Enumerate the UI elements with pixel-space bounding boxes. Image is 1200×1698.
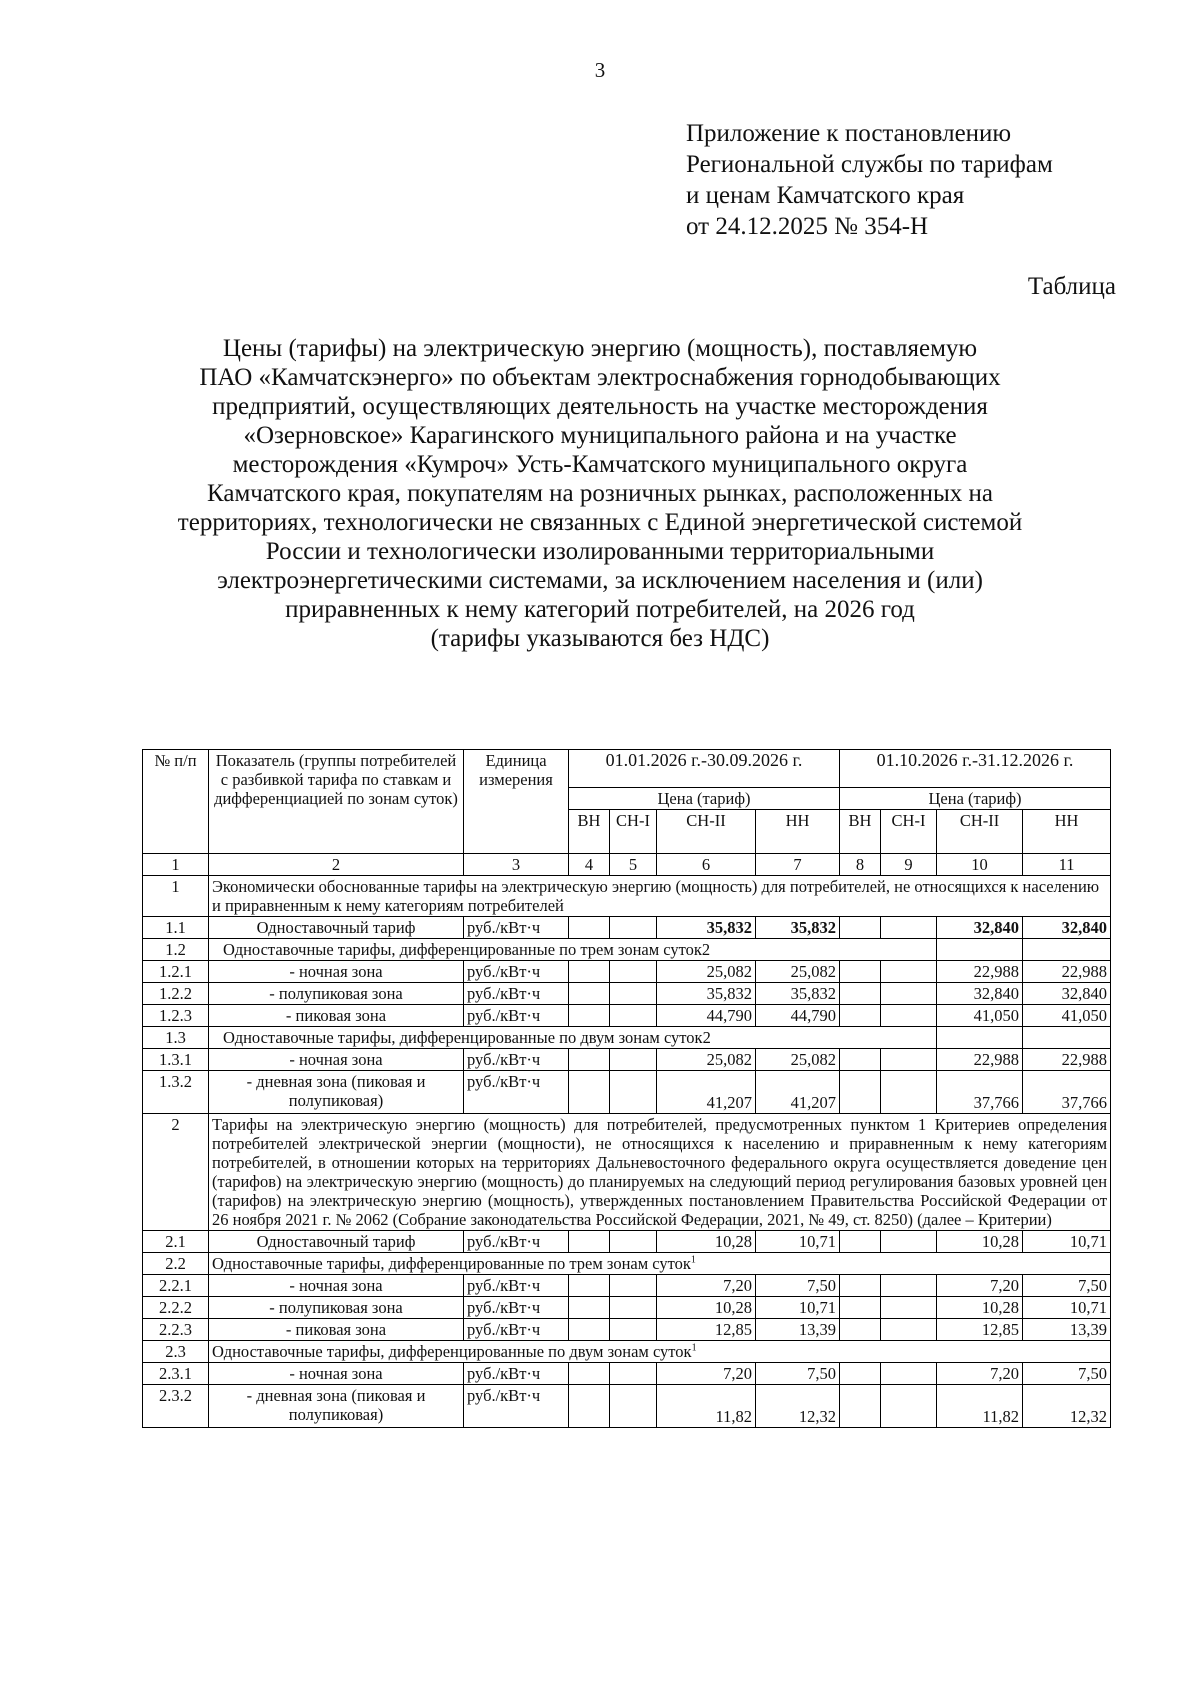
- cell-value: 41,207: [756, 1071, 840, 1114]
- cell-value: 25,082: [756, 961, 840, 983]
- table-row: [143, 1385, 1111, 1428]
- heading-line: территориях, технологически не связанных с Единой энергетической системой: [177, 509, 1023, 536]
- cell-empty: [840, 961, 881, 983]
- cell-empty: [937, 1027, 1023, 1049]
- cell-empty: [881, 1231, 937, 1253]
- cell-empty: [840, 1071, 881, 1114]
- cell-empty: [840, 1231, 881, 1253]
- cell-empty: [840, 1005, 881, 1027]
- subgroup-row: [143, 1027, 1111, 1049]
- row-num: 1.3.1: [143, 1049, 209, 1071]
- row-num: 2.2.1: [143, 1275, 209, 1297]
- cell-value: 7,20: [657, 1275, 756, 1297]
- table-row: [143, 1363, 1111, 1385]
- cell-value: 7,20: [937, 1275, 1023, 1297]
- subgroup-title: Одноставочные тарифы, дифференцированные по трем зонам суток2: [209, 939, 937, 961]
- cell-value: 32,840: [1023, 983, 1111, 1005]
- subgroup-row: [143, 1253, 1111, 1275]
- cell-value: 41,050: [937, 1005, 1023, 1027]
- header-price-1: Цена (тариф): [569, 788, 840, 810]
- cell-value: 37,766: [937, 1071, 1023, 1114]
- cell-empty: [610, 961, 657, 983]
- cell-empty: [610, 1005, 657, 1027]
- row-unit: руб./кВт·ч: [464, 961, 569, 983]
- column-number: 5: [610, 854, 657, 876]
- header-level-sn2: СН-II: [937, 810, 1023, 854]
- annex-block: [686, 118, 1053, 242]
- heading-line: электроэнергетическими системами, за исключением населения и (или): [217, 567, 983, 594]
- annex-line: Приложение к постановлению: [686, 120, 1012, 147]
- table-row: [143, 1275, 1111, 1297]
- cell-empty: [840, 917, 881, 939]
- row-name: - полупиковая зона: [209, 983, 464, 1005]
- row-name: - ночная зона: [209, 1363, 464, 1385]
- cell-empty: [610, 983, 657, 1005]
- annex-line: Региональной службы по тарифам: [686, 151, 1053, 178]
- cell-value: 22,988: [937, 1049, 1023, 1071]
- cell-value: 32,840: [937, 917, 1023, 939]
- column-number: 3: [464, 854, 569, 876]
- header-level-sn1: СН-I: [610, 810, 657, 854]
- cell-value: 37,766: [1023, 1071, 1111, 1114]
- row-name: - пиковая зона: [209, 1319, 464, 1341]
- cell-value: 44,790: [657, 1005, 756, 1027]
- cell-value: 11,82: [657, 1385, 756, 1428]
- row-num: 2.2.2: [143, 1297, 209, 1319]
- heading-line: (тарифы указываются без НДС): [430, 625, 770, 652]
- cell-value: 13,39: [756, 1319, 840, 1341]
- header-level-sn1: СН-I: [881, 810, 937, 854]
- cell-value: 22,988: [1023, 1049, 1111, 1071]
- cell-empty: [610, 1049, 657, 1071]
- cell-empty: [569, 1005, 610, 1027]
- heading-line: Камчатского края, покупателям на розничных рынках, расположенных на: [207, 480, 993, 507]
- column-number: 2: [209, 854, 464, 876]
- table-row: [143, 983, 1111, 1005]
- table-row: [143, 1005, 1111, 1027]
- annex-line: и ценам Камчатского края: [686, 182, 965, 209]
- subgroup-row: [143, 1341, 1111, 1363]
- cell-empty: [840, 1385, 881, 1428]
- row-name: - дневная зона (пиковая и полупиковая): [209, 1071, 464, 1114]
- cell-empty: [881, 917, 937, 939]
- heading-line: месторождения «Кумроч» Усть-Камчатского муниципального округа: [232, 451, 968, 478]
- row-name: - ночная зона: [209, 961, 464, 983]
- cell-empty: [610, 1071, 657, 1114]
- cell-empty: [569, 1363, 610, 1385]
- subgroup-num: 1.2: [143, 939, 209, 961]
- cell-value: 25,082: [657, 1049, 756, 1071]
- cell-empty: [610, 917, 657, 939]
- row-unit: руб./кВт·ч: [464, 1231, 569, 1253]
- header-price-2: Цена (тариф): [840, 788, 1111, 810]
- column-number: 6: [657, 854, 756, 876]
- table-row: [143, 961, 1111, 983]
- table-row: [143, 1231, 1111, 1253]
- cell-value: 10,28: [937, 1231, 1023, 1253]
- column-number: 8: [840, 854, 881, 876]
- cell-value: 7,20: [657, 1363, 756, 1385]
- row-name: - пиковая зона: [209, 1005, 464, 1027]
- row-unit: руб./кВт·ч: [464, 917, 569, 939]
- cell-empty: [569, 917, 610, 939]
- cell-empty: [1023, 1027, 1111, 1049]
- cell-empty: [569, 1231, 610, 1253]
- subgroup-title-cell: [209, 1253, 1111, 1275]
- column-number: 10: [937, 854, 1023, 876]
- footnote-mark: 1: [690, 1254, 696, 1266]
- heading-line: Цены (тарифы) на электрическую энергию (мощность), поставляемую: [222, 335, 978, 362]
- subgroup-title: Одноставочные тарифы, дифференцированные по двум зонам суток: [212, 1342, 692, 1361]
- header-level-nn: НН: [1023, 810, 1111, 854]
- footnote-mark: 1: [691, 1342, 697, 1354]
- table-row: [143, 1049, 1111, 1071]
- cell-value: 10,28: [937, 1297, 1023, 1319]
- cell-value: 10,28: [657, 1231, 756, 1253]
- cell-value: 12,32: [756, 1385, 840, 1428]
- cell-value: 12,85: [657, 1319, 756, 1341]
- row-unit: руб./кВт·ч: [464, 1385, 569, 1428]
- row-name: Одноставочный тариф: [209, 917, 464, 939]
- section-title: Экономически обоснованные тарифы на электрическую энергию (мощность) для потребителей, не относящихся к населению и приравненным к нему категориям потребителей: [209, 876, 1111, 917]
- heading-line: России и технологически изолированными территориальными: [265, 538, 935, 565]
- cell-value: 12,32: [1023, 1385, 1111, 1428]
- cell-empty: [610, 1363, 657, 1385]
- cell-empty: [881, 1385, 937, 1428]
- cell-empty: [569, 1319, 610, 1341]
- cell-empty: [610, 1231, 657, 1253]
- row-num: 2.2.3: [143, 1319, 209, 1341]
- cell-empty: [840, 1363, 881, 1385]
- cell-value: 10,71: [1023, 1231, 1111, 1253]
- table-row: [143, 917, 1111, 939]
- section-num: 2: [143, 1114, 209, 1231]
- cell-empty: [881, 1071, 937, 1114]
- row-name: - ночная зона: [209, 1049, 464, 1071]
- cell-empty: [881, 1005, 937, 1027]
- cell-value: 10,28: [657, 1297, 756, 1319]
- document-heading: [130, 334, 1070, 653]
- subgroup-title-cell: [209, 1341, 1111, 1363]
- cell-empty: [840, 1297, 881, 1319]
- row-unit: руб./кВт·ч: [464, 983, 569, 1005]
- subgroup-num: 2.2: [143, 1253, 209, 1275]
- row-num: 1.2.1: [143, 961, 209, 983]
- cell-empty: [881, 1275, 937, 1297]
- heading-line: ПАО «Камчатскэнерго» по объектам электроснабжения горнодобывающих: [199, 364, 1001, 391]
- row-num: 2.3.2: [143, 1385, 209, 1428]
- cell-value: 10,71: [756, 1297, 840, 1319]
- cell-value: 25,082: [756, 1049, 840, 1071]
- row-num: 2.3.1: [143, 1363, 209, 1385]
- row-unit: руб./кВт·ч: [464, 1275, 569, 1297]
- row-unit: руб./кВт·ч: [464, 1049, 569, 1071]
- cell-empty: [881, 1319, 937, 1341]
- header-level-vn: ВН: [569, 810, 610, 854]
- cell-value: 7,50: [1023, 1275, 1111, 1297]
- cell-value: 7,50: [1023, 1363, 1111, 1385]
- cell-value: 10,71: [756, 1231, 840, 1253]
- cell-empty: [881, 1297, 937, 1319]
- cell-value: 7,50: [756, 1275, 840, 1297]
- cell-value: 11,82: [937, 1385, 1023, 1428]
- heading-line: приравненных к нему категорий потребителей, на 2026 год: [285, 596, 915, 623]
- cell-value: 35,832: [657, 917, 756, 939]
- column-number: 7: [756, 854, 840, 876]
- cell-value: 22,988: [937, 961, 1023, 983]
- cell-empty: [610, 1275, 657, 1297]
- row-unit: руб./кВт·ч: [464, 1297, 569, 1319]
- row-num: 1.1: [143, 917, 209, 939]
- cell-value: 22,988: [1023, 961, 1111, 983]
- cell-value: 41,050: [1023, 1005, 1111, 1027]
- header-level-nn: НН: [756, 810, 840, 854]
- cell-value: 32,840: [937, 983, 1023, 1005]
- row-num: 1.2.3: [143, 1005, 209, 1027]
- cell-empty: [569, 1297, 610, 1319]
- subgroup-row: [143, 939, 1111, 961]
- column-number: 1: [143, 854, 209, 876]
- section-row: [143, 1114, 1111, 1231]
- tariff-table: [142, 749, 1111, 1428]
- row-name: - полупиковая зона: [209, 1297, 464, 1319]
- column-numbers-row: [143, 854, 1111, 876]
- section-num: 1: [143, 876, 209, 917]
- cell-empty: [840, 1049, 881, 1071]
- column-number: 4: [569, 854, 610, 876]
- subgroup-title: Одноставочные тарифы, дифференцированные по двум зонам суток2: [209, 1027, 937, 1049]
- cell-empty: [881, 983, 937, 1005]
- cell-value: 35,832: [756, 983, 840, 1005]
- header-num: № п/п: [143, 750, 209, 854]
- cell-value: 41,207: [657, 1071, 756, 1114]
- cell-value: 7,50: [756, 1363, 840, 1385]
- cell-value: 35,832: [756, 917, 840, 939]
- cell-empty: [881, 1363, 937, 1385]
- table-row: [143, 1071, 1111, 1114]
- subgroup-title: Одноставочные тарифы, дифференцированные по трем зонам суток: [212, 1254, 691, 1273]
- column-number: 9: [881, 854, 937, 876]
- table-caption: Таблица: [1027, 273, 1116, 300]
- cell-empty: [569, 1049, 610, 1071]
- heading-line: «Озерновское» Карагинского муниципального района и на участке: [243, 422, 957, 449]
- header-level-vn: ВН: [840, 810, 881, 854]
- cell-empty: [881, 961, 937, 983]
- header-period-1: 01.01.2026 г.-30.09.2026 г.: [569, 750, 840, 788]
- cell-value: 25,082: [657, 961, 756, 983]
- cell-empty: [840, 983, 881, 1005]
- row-unit: руб./кВт·ч: [464, 1319, 569, 1341]
- cell-empty: [840, 1275, 881, 1297]
- row-unit: руб./кВт·ч: [464, 1363, 569, 1385]
- cell-value: 13,39: [1023, 1319, 1111, 1341]
- cell-empty: [569, 961, 610, 983]
- column-number: 11: [1023, 854, 1111, 876]
- row-num: 2.1: [143, 1231, 209, 1253]
- header-indicator: Показатель (группы потребителей с разбивкой тарифа по ставкам и дифференциацией по зонам суток): [209, 750, 464, 854]
- cell-empty: [610, 1297, 657, 1319]
- cell-empty: [610, 1385, 657, 1428]
- row-num: 1.3.2: [143, 1071, 209, 1114]
- cell-empty: [569, 1275, 610, 1297]
- cell-empty: [610, 1319, 657, 1341]
- cell-empty: [840, 1319, 881, 1341]
- heading-line: предприятий, осуществляющих деятельность на участке месторождения: [212, 393, 988, 420]
- section-row: [143, 876, 1111, 917]
- cell-value: 35,832: [657, 983, 756, 1005]
- cell-value: 32,840: [1023, 917, 1111, 939]
- cell-value: 12,85: [937, 1319, 1023, 1341]
- cell-empty: [569, 983, 610, 1005]
- cell-empty: [881, 1049, 937, 1071]
- row-name: - ночная зона: [209, 1275, 464, 1297]
- row-num: 1.2.2: [143, 983, 209, 1005]
- cell-value: 7,20: [937, 1363, 1023, 1385]
- subgroup-num: 2.3: [143, 1341, 209, 1363]
- table-row: [143, 1297, 1111, 1319]
- table-row: [143, 1319, 1111, 1341]
- header-level-sn2: СН-II: [657, 810, 756, 854]
- row-name: Одноставочный тариф: [209, 1231, 464, 1253]
- annex-line: от 24.12.2025 № 354-Н: [686, 213, 929, 240]
- page-number: 3: [594, 58, 606, 82]
- row-unit: руб./кВт·ч: [464, 1071, 569, 1114]
- subgroup-num: 1.3: [143, 1027, 209, 1049]
- cell-value: 44,790: [756, 1005, 840, 1027]
- header-period-2: 01.10.2026 г.-31.12.2026 г.: [840, 750, 1111, 788]
- cell-empty: [1023, 939, 1111, 961]
- row-name: - дневная зона (пиковая и полупиковая): [209, 1385, 464, 1428]
- cell-empty: [937, 939, 1023, 961]
- cell-empty: [569, 1385, 610, 1428]
- section-title: Тарифы на электрическую энергию (мощность) для потребителей, предусмотренных пунктом 1 Критериев определения потребителей электрической энергии (мощности), не относящихся к населению и приравненным к нему категориям потребителей, в отношении которых на территориях Дальневосточного федерального округа осуществляется доведение цен (тарифов) на электрическую энергию (мощность) до планируемых на следующий период регулирования базовых уровней цен (тарифов) на электрическую энергию (мощность), утвержденных постановлением Правительства Российской Федерации от 26 ноября 2021 г. № 2062 (Собрание законодательства Российской Федерации, 2021, № 49, ст. 8250) (далее – Критерии): [209, 1114, 1111, 1231]
- cell-value: 10,71: [1023, 1297, 1111, 1319]
- row-unit: руб./кВт·ч: [464, 1005, 569, 1027]
- header-unit: Единица измерения: [464, 750, 569, 854]
- cell-empty: [569, 1071, 610, 1114]
